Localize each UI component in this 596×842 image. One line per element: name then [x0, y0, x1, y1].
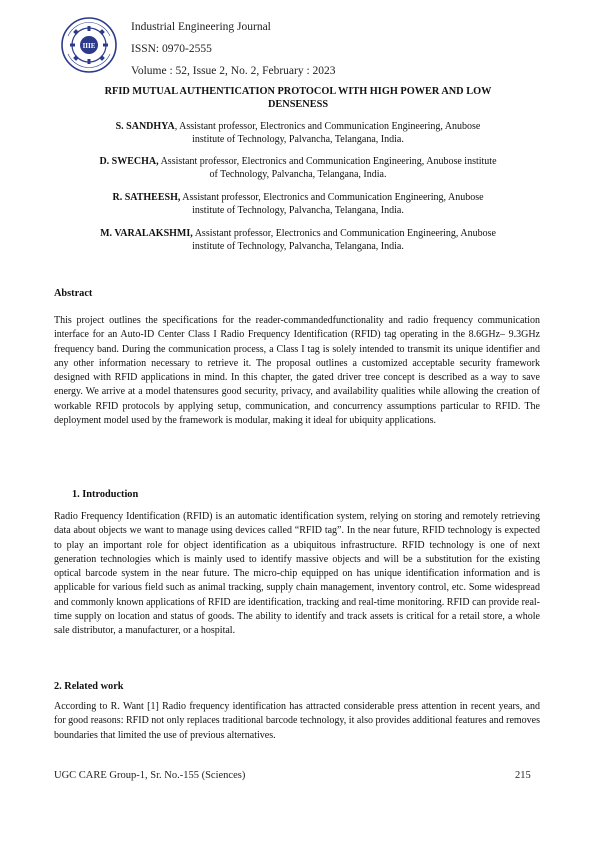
author-affiliation: Assistant professor, Electronics and Communication Engineering, Anubose	[180, 192, 484, 203]
journal-header	[60, 14, 540, 82]
paper-title	[60, 86, 536, 111]
journal-volume: Volume : 52, Issue 2, No. 2, February : 2023	[131, 65, 336, 77]
svg-text:IIIE: IIIE	[82, 42, 96, 50]
paper-title-line: RFID MUTUAL AUTHENTICATION PROTOCOL WITH HIGH POWER AND LOW	[104, 86, 492, 97]
author-block	[50, 156, 546, 181]
introduction-heading: 1. Introduction	[72, 489, 139, 500]
author-affiliation: Assistant professor, Electronics and Communication Engineering, Anubose institute	[158, 156, 497, 167]
author-name: R. SATHEESH,	[112, 192, 181, 203]
introduction-text: Radio Frequency Identification (RFID) is an automatic identification system, relying on storing and remotely retrieving data about objects we want to manage using devices called “RFID tag”. In the near future, RFID technology is expected to play an important role for object identification as a ubiquitous infrastructure. RFID technology is one of next generation technologies which is mainly used to identify massive objects and will be a substitution for the existing optical barcode system in the near future. The micro-chip equipped on has unique identification information and is applicable for various field such as animal tracking, supply chain management, inventory control, etc. Some widespread and commonly known applications of RFID are identification, tracking and real-time monitoring. RFID can provide real-time supply on location and status of goods. The ability to identify and track assets is critical for a retail store, a whole sale distributor, a manufacturer, or a hospital.	[54, 511, 540, 637]
abstract-text: This project outlines the specifications for the reader-commandedfunctionality and radio frequency communication interface for an Auto-ID Center Class I Radio Frequency Identification (RFID) tag operating in the 8.6GHz– 9.3GHz frequency band. During the communication process, a Class I tag is solely intended to transmit its unique identifier and any other information necessary to retrieve it. The proposal outlines a customized acceptable security framework designed with RFID applications in mind. In this chapter, the gated driver tree concept is described as a way to save energy. We arrive at a model thatensures good security, privacy, and availability qualities while allowing the creation of workable RFID protocols by applying setup, communication, and concurrency assumptions particular to RFID. The deployment model used by the framework is modular, making it ideal for ubiquity applications.	[54, 315, 540, 427]
author-block	[50, 228, 546, 253]
author-name: D. SWECHA,	[99, 156, 159, 167]
related-work-heading: 2. Related work	[54, 681, 124, 692]
author-block	[50, 192, 546, 217]
journal-logo	[60, 16, 118, 74]
author-affiliation: institute of Technology, Palvancha, Telangana, India.	[192, 240, 404, 252]
author-block	[50, 121, 546, 146]
journal-name: Industrial Engineering Journal	[131, 21, 271, 33]
author-name: S. SANDHYA	[115, 121, 175, 132]
author-affiliation: , Assistant professor, Electronics and Communication Engineering, Anubose	[174, 121, 481, 132]
page-number: 215	[515, 770, 531, 781]
footer-ugc-care: UGC CARE Group-1, Sr. No.-155 (Sciences)	[54, 770, 246, 781]
abstract-heading: Abstract	[54, 288, 93, 299]
author-affiliation: of Technology, Palvancha, Telangana, India.	[209, 168, 387, 180]
author-affiliation: institute of Technology, Palvancha, Telangana, India.	[192, 133, 404, 145]
author-affiliation: Assistant professor, Electronics and Communication Engineering, Anubose	[192, 228, 496, 239]
journal-issn: ISSN: 0970-2555	[131, 43, 212, 55]
paper-title-line: DENSENESS	[267, 98, 329, 110]
author-affiliation: institute of Technology, Palvancha, Telangana, India.	[192, 204, 404, 216]
author-name: M. VARALAKSHMI,	[100, 228, 193, 239]
related-work-text: According to R. Want [1] Radio frequency identification has attracted considerable press attention in recent years, and for good reasons: RFID not only replaces traditional barcode technology, it also provides additional features and removes boundaries that limited the use of previous alternatives.	[54, 701, 540, 741]
